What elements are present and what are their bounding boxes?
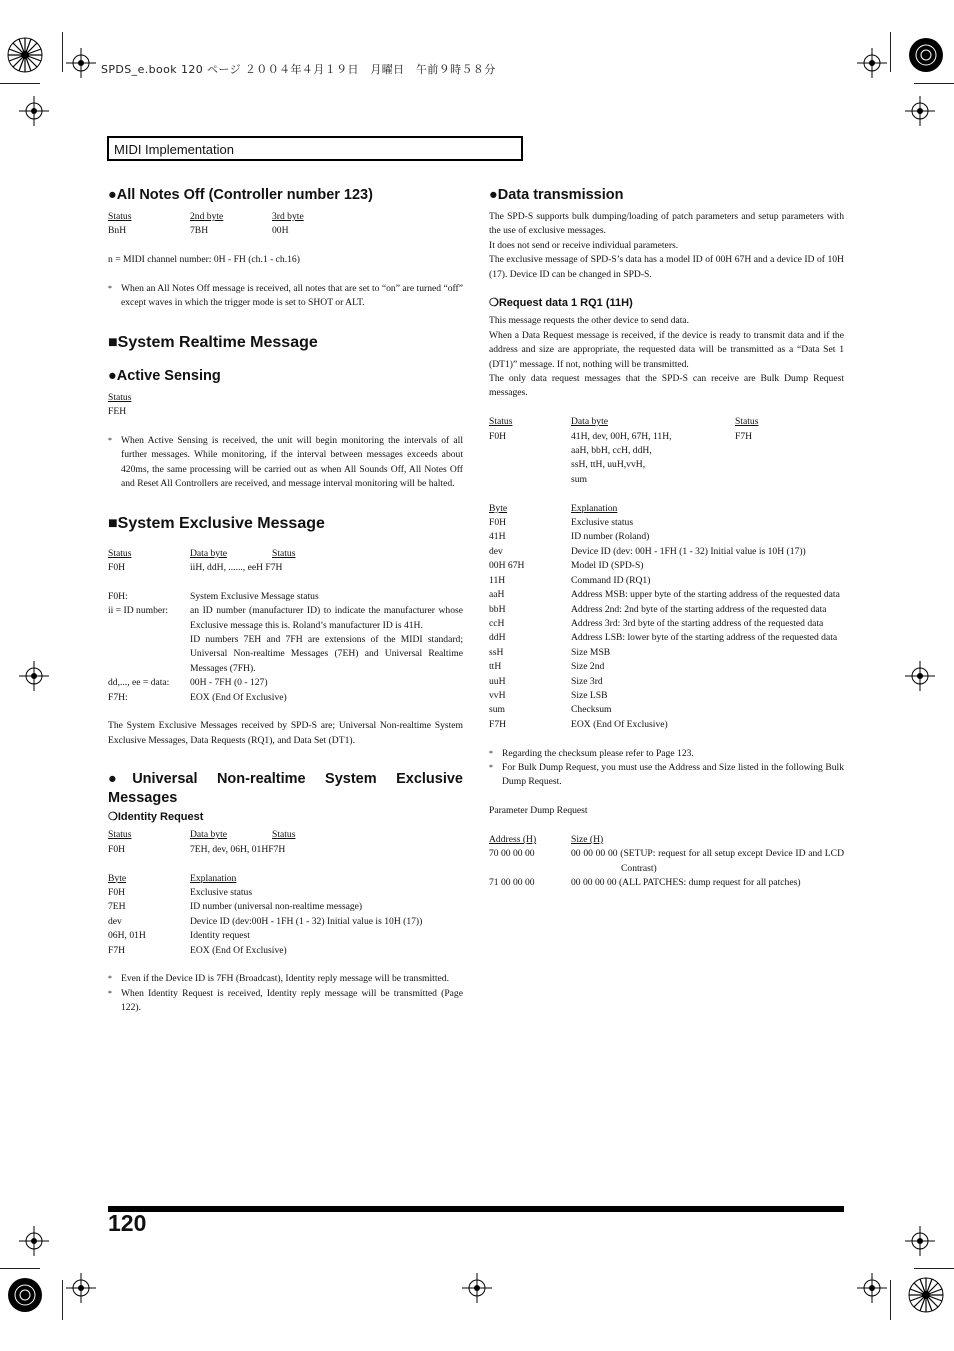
crop-line	[914, 1268, 954, 1269]
paragraph: The exclusive message of SPD-S’s data has a model ID of 00H 67H and a device ID of 10H (17). Device ID can be changed in SPD-S.	[489, 254, 844, 280]
table-header	[489, 833, 844, 847]
table-row	[489, 703, 844, 717]
paragraph: When a Data Request message is received, if the device is ready to transmit data and if the address and size are appropriate, the requested data will be transmitted as a “Data Set 1 (DT1)” message. If not, nothing will be transmitted.	[489, 329, 844, 370]
table-cell: ttH	[489, 661, 502, 673]
registration-mark-top-right	[900, 30, 954, 80]
col-header: Byte	[108, 872, 127, 884]
definition-key: ii = ID number:	[108, 605, 169, 617]
col-header: Explanation	[571, 502, 618, 514]
footnote-text: Even if the Device ID is 7FH (Broadcast), Identity reply message will be transmitted.	[121, 973, 449, 985]
definition-key	[108, 633, 190, 676]
data-byte-line: sum	[571, 473, 587, 485]
table-cell: Address 3rd: 3rd byte of the starting address of the requested data	[571, 617, 824, 629]
table-cell: EOX (End Of Exclusive)	[571, 718, 668, 730]
registration-mark-bottom-right	[900, 1270, 954, 1320]
col-header: Data byte	[571, 416, 609, 428]
table-header	[489, 415, 844, 429]
table-cell: F7H	[489, 718, 507, 730]
table-cell: 70 00 00 00	[489, 848, 535, 860]
crosshair-mark-left-lower	[19, 1226, 49, 1256]
table-cell: F7H	[108, 944, 126, 956]
table-cell: FEH	[108, 406, 127, 418]
definition-key: dd,..., ee = data:	[108, 677, 170, 689]
table-cell: Checksum	[571, 704, 612, 716]
crop-line	[890, 32, 891, 72]
table-row	[489, 718, 844, 732]
heading-all-notes-off: ●All Notes Off (Controller number 123)	[108, 187, 373, 203]
table-row	[108, 900, 463, 914]
table-cell: dev	[489, 545, 503, 557]
col-header: Status	[108, 391, 132, 403]
sysex-summary: The System Exclusive Messages received by SPD-S are; Universal Non-realtime System Exclusive Messages, Data Requests (RQ1), and Data Set (DT1).	[108, 720, 463, 746]
table-cell: aaH	[489, 589, 505, 601]
table-cell: vvH	[489, 689, 506, 701]
crop-line	[0, 1268, 40, 1269]
definition-row	[108, 676, 463, 690]
footnote: * Even if the Device ID is 7FH (Broadcast), Identity reply message will be transmitted.	[108, 972, 463, 986]
byte-table	[489, 516, 844, 732]
paragraph: It does not send or receive individual parameters.	[489, 239, 679, 251]
table-header	[108, 210, 463, 224]
table-cell: ccH	[489, 617, 505, 629]
col-header: Address (H)	[489, 833, 537, 845]
footnote: * Regarding the checksum please refer to Page 123.	[489, 747, 844, 761]
table-cell: F0H	[108, 843, 126, 855]
definition-key: F7H:	[108, 691, 128, 703]
definition-row	[108, 604, 463, 633]
crop-line	[890, 1280, 891, 1320]
table-cell: 41H	[489, 531, 506, 543]
footnote-text: For Bulk Dump Request, you must use the Address and Size listed in the following Bulk Dump Request.	[502, 761, 844, 788]
table-row	[489, 876, 844, 890]
table-row	[108, 843, 463, 857]
registration-mark-bottom-left	[0, 1270, 60, 1320]
table-row	[489, 530, 844, 544]
table-cell: Device ID (dev:00H - 1FH (1 - 32) Initial value is 10H (17))	[190, 915, 423, 927]
heading-system-exclusive: ■System Exclusive Message	[108, 514, 325, 532]
crop-line	[0, 83, 40, 84]
table-cell: F0H	[489, 430, 507, 442]
heading-data-transmission: ●Data transmission	[489, 187, 624, 203]
footnote-text: When Active Sensing is received, the unit will begin monitoring the intervals of all further messages. While monitoring, if the interval between messages exceeds about 420ms, the same processing will be carried out as when All Sounds Off, All Notes Off and Reset All Controllers are received, and message interval monitoring will be halted.	[121, 435, 463, 490]
footnote-text: When Identity Request is received, Identity reply message will be transmitted (Page 122).	[121, 987, 463, 1014]
table-cell: 7BH	[190, 225, 209, 237]
table-row	[489, 588, 844, 602]
table-row	[489, 675, 844, 689]
table-cell: iiH, ddH, ......, eeH F7H	[190, 562, 283, 574]
file-header: SPDS_e.book 120 ページ ２００４年４月１９日 月曜日 午前９時５８分	[101, 63, 496, 76]
crosshair-mark-left-upper	[19, 96, 49, 126]
table-row	[489, 847, 844, 876]
table-row	[489, 617, 844, 631]
definition-value: System Exclusive Message status	[190, 590, 319, 602]
col-header: Status	[489, 416, 513, 428]
table-cell: 00 00 00 00 (SETUP: request for all setup except Device ID and LCD Contrast)	[571, 848, 844, 874]
data-byte-cell	[571, 430, 735, 488]
table-row	[108, 886, 463, 900]
table-cell: EOX (End Of Exclusive)	[190, 944, 287, 956]
table-header	[489, 502, 844, 516]
registration-mark-top-left	[0, 30, 60, 80]
table-cell: BnH	[108, 225, 127, 237]
crosshair-mark-bottom-center	[462, 1273, 492, 1303]
data-byte-line: ssH, ttH, uuH,vvH,	[571, 459, 646, 471]
table-cell: F0H	[108, 562, 126, 574]
paragraph: This message requests the other device to send data.	[489, 315, 690, 327]
table-cell: Address LSB: lower byte of the starting address of the requested data	[571, 632, 838, 644]
table-cell: Address MSB: upper byte of the starting address of the requested data	[571, 589, 840, 601]
table-cell: Exclusive status	[571, 517, 634, 529]
table-row	[108, 405, 463, 419]
heading-universal-nonrealtime: ●Universal Non-realtime System Exclusive Messages	[108, 771, 463, 807]
footnote: * When Identity Request is received, Identity reply message will be transmitted (Page 122).	[108, 987, 463, 1016]
footnote-text: Regarding the checksum please refer to Page 123.	[502, 747, 694, 759]
table-cell: Size 3rd	[571, 675, 603, 687]
definition-value: an ID number (manufacturer ID) to indicate the manufacturer whose Exclusive message this is. Roland’s manufacturer ID is 41H.	[190, 605, 463, 631]
table-row	[108, 224, 463, 238]
col-header: Status	[735, 416, 759, 428]
col-header: Size (H)	[571, 833, 604, 845]
heading-system-realtime: ■System Realtime Message	[108, 333, 318, 351]
table-cell: ddH	[489, 632, 506, 644]
table-cell: F7H	[735, 430, 753, 442]
col-header: Status	[108, 547, 132, 559]
col-header: Status	[108, 829, 132, 841]
col-header: Status	[272, 829, 296, 841]
table-row	[489, 660, 844, 674]
table-cell: F0H	[489, 517, 507, 529]
crop-line	[62, 1280, 63, 1320]
subheading-identity-request: ❍Identity Request	[108, 811, 204, 824]
table-cell: 71 00 00 00	[489, 877, 535, 889]
crosshair-mark-right-lower	[905, 1226, 935, 1256]
table-cell: Device ID (dev: 00H - 1FH (1 - 32) Initial value is 10H (17))	[571, 545, 806, 557]
col-header: Data byte	[190, 547, 228, 559]
definition-row	[108, 691, 463, 705]
page-rule	[108, 1206, 844, 1212]
table-cell: ssH	[489, 646, 504, 658]
table-cell: 00 00 00 00 (ALL PATCHES: dump request for all patches)	[571, 877, 801, 889]
right-column	[489, 186, 844, 891]
col-header: Status	[272, 547, 296, 559]
table-cell: 7EH	[108, 901, 126, 913]
crop-line	[62, 32, 63, 72]
table-header	[108, 828, 463, 842]
table-cell: 7EH, dev, 06H, 01HF7H	[190, 843, 286, 855]
crosshair-mark-bottom-left	[66, 1273, 96, 1303]
table-cell: ID number (universal non-realtime message)	[190, 901, 363, 913]
table-cell: F0H	[108, 886, 126, 898]
table-cell: 00H 67H	[489, 560, 525, 572]
table-cell: Exclusive status	[190, 886, 253, 898]
table-cell: uuH	[489, 675, 506, 687]
table-row	[489, 516, 844, 530]
table-row	[108, 929, 463, 943]
table-row	[489, 603, 844, 617]
table-cell: Address 2nd: 2nd byte of the starting address of the requested data	[571, 603, 827, 615]
page-number: 120	[108, 1210, 147, 1236]
data-byte-line: aaH, bbH, ccH, ddH,	[571, 445, 652, 457]
table-row	[489, 631, 844, 645]
table-header	[108, 872, 463, 886]
subheading-rq1: ❍Request data 1 RQ1 (11H)	[489, 297, 633, 310]
table-cell: Model ID (SPD-S)	[571, 560, 644, 572]
paragraph: The SPD-S supports bulk dumping/loading of patch parameters and setup parameters with the use of exclusive messages.	[489, 211, 844, 237]
col-header: Byte	[489, 502, 508, 514]
table-cell: Size LSB	[571, 689, 608, 701]
table-header	[108, 391, 463, 405]
col-header: 3rd byte	[272, 211, 304, 222]
footnote: * For Bulk Dump Request, you must use the Address and Size listed in the following Bulk Dump Request.	[489, 761, 844, 790]
table-cell: bbH	[489, 603, 506, 615]
left-column	[108, 186, 463, 1016]
table-header	[108, 547, 463, 561]
table-row	[489, 646, 844, 660]
section-title: MIDI Implementation	[114, 142, 234, 157]
table-cell: Size 2nd	[571, 661, 605, 673]
crosshair-mark-left-middle	[19, 661, 49, 691]
table-row	[108, 915, 463, 929]
table-cell: 00H	[272, 225, 289, 237]
col-header: Explanation	[190, 872, 237, 884]
table-row	[108, 944, 463, 958]
footnote: * When an All Notes Off message is received, all notes that are set to “on” are turned “off” except waves in which the trigger mode is set to SHOT or ALT.	[108, 282, 463, 311]
paragraph: The only data request messages that the SPD-S can receive are Bulk Dump Request messages.	[489, 373, 844, 399]
footnote-text: When an All Notes Off message is received, all notes that are set to “on” are turned “off” except waves in which the trigger mode is set to SHOT or ALT.	[121, 283, 463, 309]
footnote: * When Active Sensing is received, the unit will begin monitoring the intervals of all further messages. While monitoring, if the interval between messages exceeds about 420ms, the same processing will be carried out as when All Sounds Off, All Notes Off and Reset All Controllers are received, and message interval monitoring will be halted.	[108, 434, 463, 492]
data-byte-line: 41H, dev, 00H, 67H, 11H,	[571, 430, 672, 442]
col-header: Data byte	[190, 829, 228, 841]
col-header: Status	[108, 211, 132, 222]
crosshair-mark-right-upper	[905, 96, 935, 126]
crosshair-mark-right-middle	[905, 661, 935, 691]
table-cell: Identity request	[190, 930, 250, 942]
table-cell: Command ID (RQ1)	[571, 574, 651, 586]
definition-value: 00H - 7FH (0 - 127)	[190, 677, 268, 689]
table-row	[489, 559, 844, 573]
crosshair-mark-top-right	[857, 48, 887, 78]
definition-key: F0H:	[108, 590, 128, 602]
definition-row	[108, 633, 463, 676]
table-row	[108, 561, 463, 575]
crosshair-mark-bottom-right	[857, 1273, 887, 1303]
table-cell: sum	[489, 704, 505, 716]
param-dump-title: Parameter Dump Request	[489, 805, 588, 817]
crosshair-mark-top	[66, 48, 96, 78]
definition-row	[108, 590, 463, 604]
table-cell: ID number (Roland)	[571, 531, 650, 543]
table-cell: dev	[108, 915, 122, 927]
definition-value: EOX (End Of Exclusive)	[190, 691, 287, 703]
table-row	[489, 574, 844, 588]
crop-line	[914, 83, 954, 84]
table-cell: Size MSB	[571, 646, 611, 658]
col-header: 2nd byte	[190, 211, 224, 222]
table-row	[489, 430, 844, 488]
definition-value: ID numbers 7EH and 7FH are extensions of the MIDI standard; Universal Non-realtime Messages (7EH) and Universal Realtime Messages (7FH).	[190, 634, 463, 674]
table-cell: 06H, 01H	[108, 930, 146, 942]
table-row	[489, 689, 844, 703]
table-cell: 11H	[489, 574, 506, 586]
table-row	[489, 545, 844, 559]
heading-active-sensing: ●Active Sensing	[108, 367, 221, 384]
section-title-box	[107, 136, 523, 161]
channel-note: n = MIDI channel number: 0H - FH (ch.1 - ch.16)	[108, 254, 300, 266]
